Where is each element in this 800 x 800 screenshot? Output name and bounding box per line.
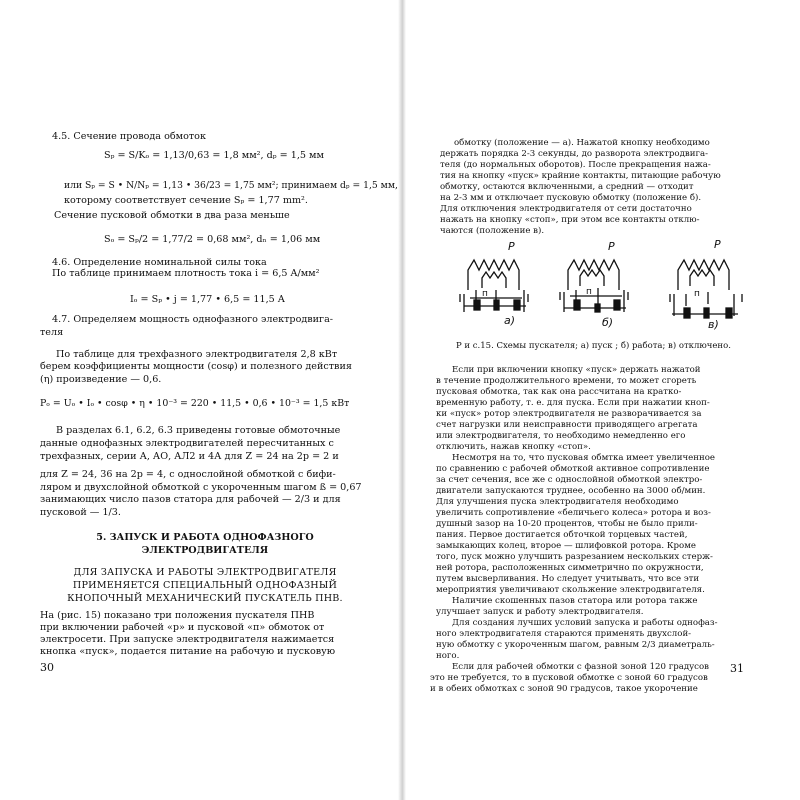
figure-label: п <box>694 289 700 299</box>
text-line: трехфазных, серии А, АО, АЛ2 и 4А для Z = 24 на 2p = 2 и <box>40 451 339 462</box>
text-line: ную обмотку с укороченным шагом, равным 2/3 диаметраль- <box>436 640 715 650</box>
text-line: отключить, нажав кнопку «стоп». <box>436 442 591 452</box>
figure-label: P <box>608 240 615 253</box>
schematic-a <box>460 260 528 312</box>
text-line: мероприятия увеличивают скольжение электродвигателя. <box>436 585 705 595</box>
text-line: нажать на кнопку «стоп», при этом все контакты отклю- <box>440 215 700 225</box>
text-line: По таблице принимаем плотность тока i = 6,5 A/мм² <box>52 268 320 279</box>
text-line: пусковая обмотка, так как она рассчитана на кратко- <box>436 387 682 397</box>
section-heading: 5. ЗАПУСК И РАБОТА ОДНОФАЗНОГО <box>96 532 314 543</box>
text-line: 4.7. Определяем мощность однофазного электродвига- <box>52 314 334 325</box>
text-line: замыкающих колец, второе — шлифовкой ротора. Кроме <box>436 541 696 551</box>
text-line: того, пуск можно улучшить разрезанием нескольких стерж- <box>436 552 713 562</box>
text-line: Для отключения электродвигателя от сети достаточно <box>440 204 692 214</box>
text-line: Сечение пусковой обмотки в два раза меньше <box>54 210 290 221</box>
text-line: Для создания лучших условий запуска и работы однофаз- <box>452 618 718 628</box>
subheading-line: КНОПОЧНЫЙ МЕХАНИЧЕСКИЙ ПУСКАТЕЛЬ ПНВ. <box>67 593 343 604</box>
text-line: двигатели запускаются труднее, особенно на 3000 об/мин. <box>436 486 706 496</box>
text-line: при включении рабочей «р» и пусковой «п» обмоток от <box>40 622 325 633</box>
text-line: тия на кнопку «пуск» крайние контакты, питающие рабочую <box>440 171 721 181</box>
figure-label: п <box>482 289 488 299</box>
text-line: душный зазор на 10-20 процентов, чтобы не было прили- <box>436 519 698 529</box>
page-number: 31 <box>730 662 744 675</box>
figure-label: в) <box>708 318 719 331</box>
figure-label: п <box>586 287 592 297</box>
text-line: для Z = 24, 36 на 2p = 4, с однослойной обмоткой с бифи- <box>40 469 336 480</box>
text-line: данные однофазных электродвигателей пересчитанных с <box>40 438 334 449</box>
text-line: Для улучшения пуска электродвигателя необходимо <box>436 497 679 507</box>
text-line: (η) произведение — 0,6. <box>40 374 162 385</box>
text-line: теля <box>40 327 64 338</box>
text-line: 4.6. Определение номинальной силы тока <box>52 257 267 268</box>
text-line: теля (до нормальных оборотов). После прекращения нажа- <box>440 160 711 170</box>
formula-line: Sₒ = Sₚ/2 = 1,77/2 = 0,68 мм², dₙ = 1,06 мм <box>104 234 321 245</box>
text-line: ного электродвигателя стараются применять двухслой- <box>436 629 692 639</box>
text-line: ляром и двухслойной обмоткой с укороченным шагом ß = 0,67 <box>40 482 362 493</box>
formula-line: Iₒ = Sₚ • j = 1,77 • 6,5 = 11,5 A <box>130 294 285 305</box>
text-line: и в обеих обмотках с зоной 90 градусов, такое укорочение <box>430 684 698 694</box>
text-line: в течение продолжительного времени, то может сгореть <box>436 376 697 386</box>
text-line: ки «пуск» ротор электродвигателя не разворачивается за <box>436 409 702 419</box>
text-line: которому соответствует сечение Sₚ = 1,77 mm². <box>64 195 308 206</box>
subheading-line: ПРИМЕНЯЕТСЯ СПЕЦИАЛЬНЫЙ ОДНОФАЗНЫЙ <box>72 580 338 591</box>
right-page <box>406 0 800 800</box>
text-line: В разделах 6.1, 6.2, 6.3 приведены готовые обмоточные <box>56 425 341 436</box>
text-line: обмотку, остаются включенными, а средний — отходит <box>440 182 694 192</box>
figure-label: а) <box>504 314 516 327</box>
text-line: Если при включении кнопку «пуск» держать нажатой <box>452 365 701 375</box>
text-line: улучшает запуск и работу электродвигателя. <box>436 607 644 617</box>
text-line: обмотку (положение — а). Нажатой кнопку необходимо <box>454 138 710 148</box>
text-line: счет нагрузки или неисправности приводящего агрегата <box>436 420 698 430</box>
text-line: Если для рабочей обмотки с фазной зоной 120 градусов <box>452 662 709 672</box>
figure-caption: Р и с.15. Схемы пускателя; а) пуск ; б) работа; в) отключено. <box>456 341 731 351</box>
figure-label: б) <box>602 316 614 329</box>
text-line: на 2-3 мм и отключает пусковую обмотку (положение б). <box>440 193 702 203</box>
page-number: 30 <box>40 661 54 674</box>
text-line: по сравнению с рабочей обмоткой активное сопротивление <box>436 464 710 474</box>
text-line: Несмотря на то, что пусковая обмтка имеет увеличенное <box>452 453 715 463</box>
subheading-line: ДЛЯ ЗАПУСКА И РАБОТЫ ЭЛЕКТРОДВИГАТЕЛЯ <box>73 567 337 578</box>
schematic-c <box>670 260 742 318</box>
text-line: кнопка «пуск», подается питание на рабочую и пусковую <box>40 646 336 657</box>
starter-schematics-figure <box>456 228 756 338</box>
text-line: 4.5. Сечение провода обмоток <box>52 131 206 142</box>
formula-line: Pₒ = Uₒ • Iₒ • cosφ • η • 10⁻³ = 220 • 11,5 • 0,6 • 10⁻³ = 1,5 кВт <box>40 398 350 409</box>
text-line: На (рис. 15) показано три положения пускателя ПНВ <box>40 610 315 621</box>
text-line: ного. <box>436 651 460 661</box>
formula-line: или Sₚ = S • N/Nₚ = 1,13 • 36/23 = 1,75 мм²; принимаем dₚ = 1,5 мм, <box>64 180 398 191</box>
text-line: Наличие скошенных пазов статора или ротора также <box>452 596 698 606</box>
text-line: ней ротора, расположенных симметрично по окружности, <box>436 563 704 573</box>
text-line: держать порядка 2-3 секунды, до разворота электродвига- <box>440 149 708 159</box>
figure-label: P <box>714 238 721 251</box>
formula-line: Sₚ = S/Kₒ = 1,13/0,63 = 1,8 мм², dₚ = 1,5 мм <box>104 150 324 161</box>
text-line: электросети. При запуске электродвигателя нажимается <box>40 634 335 645</box>
text-line: путем высверливания. Но следует учитывать, что все эти <box>436 574 700 584</box>
text-line: занимающих число пазов статора для рабочей — 2/3 и для <box>40 494 341 505</box>
section-heading: ЭЛЕКТРОДВИГАТЕЛЯ <box>141 545 269 556</box>
text-line: временную работу, т. е. для пуска. Если при нажатии кноп- <box>436 398 710 408</box>
figure-label: P <box>508 240 515 253</box>
text-line: пания. Первое достигается обточкой торцевых частей, <box>436 530 688 540</box>
text-line: берем коэффициенты мощности (cosφ) и полезного действия <box>40 361 352 372</box>
text-line: за счет сечения, все же с однослойной обмоткой электро- <box>436 475 703 485</box>
text-line: По таблице для трехфазного электродвигателя 2,8 кВт <box>56 349 338 360</box>
text-line: это не требуется, то в пусковой обмотке с зоной 60 градусов <box>430 673 708 683</box>
text-line: увеличить сопротивление «беличьего колеса» ротора и воз- <box>436 508 711 518</box>
schematic-b <box>560 260 628 312</box>
text-line: пусковой — 1/3. <box>40 507 121 518</box>
text-line: чаются (положение в). <box>440 226 545 236</box>
text-line: или электродвигателя, то необходимо немедленно его <box>436 431 686 441</box>
